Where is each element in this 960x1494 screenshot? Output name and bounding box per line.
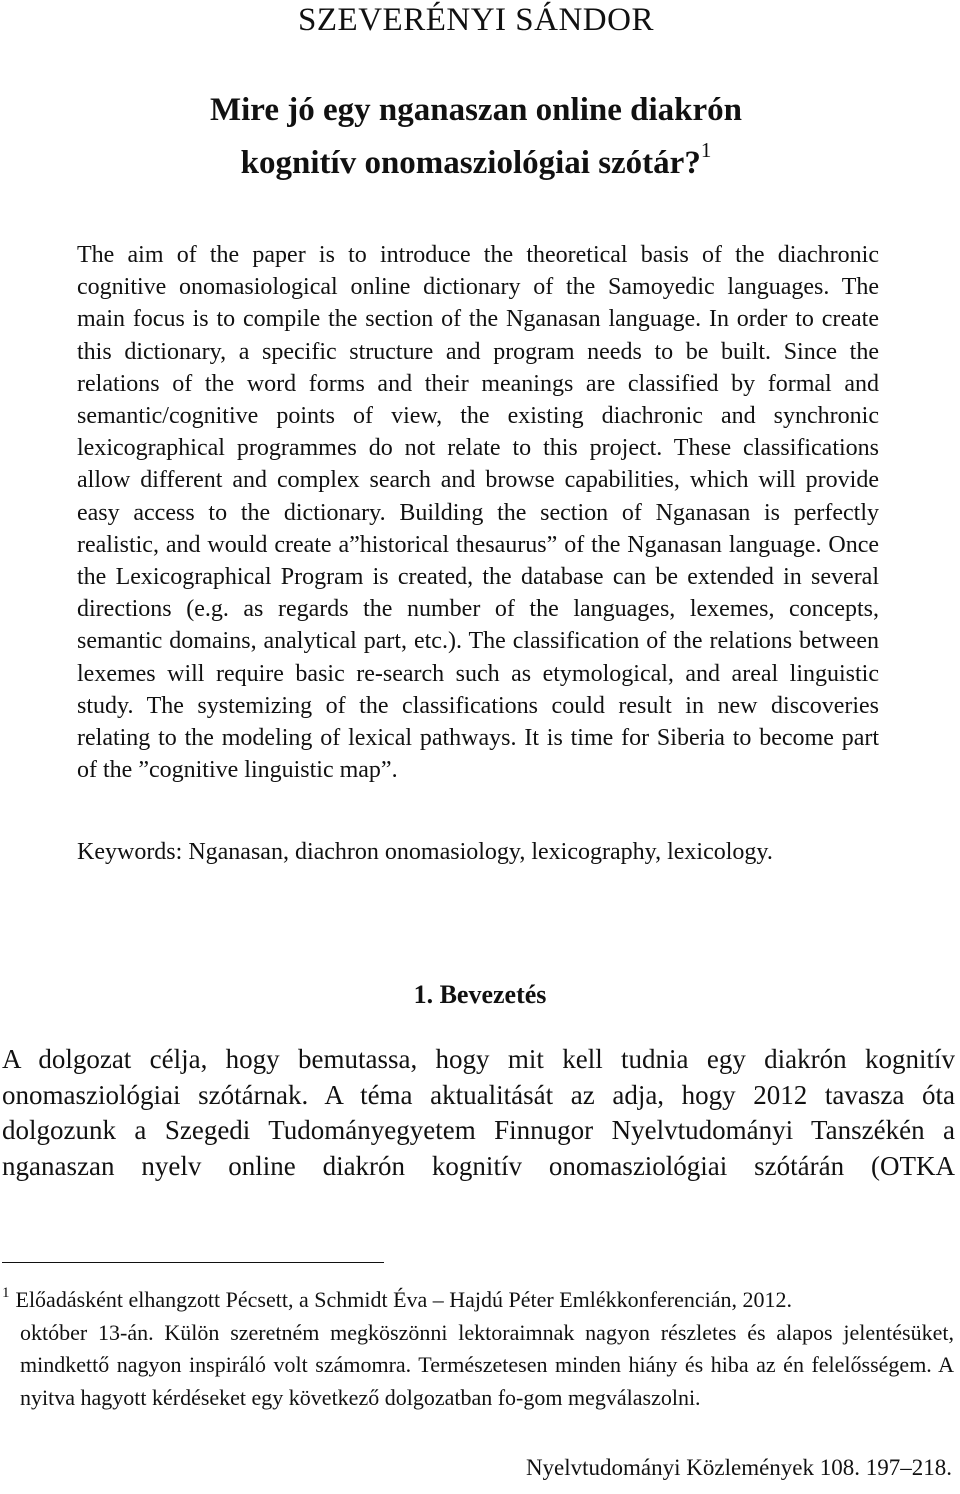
journal-reference: Nyelvtudományi Közlemények 108. 197–218.: [525, 1455, 952, 1480]
keywords: Keywords: Nganasan, diachron onomasiology, lexicography, lexicology.: [77, 839, 773, 865]
footnote-first-line-text: Előadásként elhangzott Pécsett, a Schmidt Éva – Hajdú Péter Emlékkonferencián, 2012.: [15, 1287, 792, 1313]
section-body-text: A dolgozat célja, hogy bemutassa, hogy mit kell tudnia egy diakrón kognitív onomasziológiai szótárnak. A téma aktualitását az adja, hogy 2012 tavasza óta dolgozunk a Szegedi Tudományegyetem Finnugor Nyelvtudományi Tanszékén a nganaszan nyelv online diakrón kognitív onomasziológiai szótárán (OTKA: [2, 1044, 955, 1181]
footnote-first-line: [2, 1287, 792, 1312]
paper-title-line-1: Mire jó egy nganaszan online diakrón: [209, 92, 742, 128]
paper-title: [0, 88, 952, 185]
footnote: [2, 1279, 954, 1414]
section-heading: 1. Bevezetés: [413, 980, 547, 1009]
title-footnote-marker[interactable]: 1: [700, 138, 712, 162]
paper-title-line-2-text: kognitív onomasziológiai szótár?: [240, 145, 701, 181]
footnote-number: 1: [2, 1285, 10, 1301]
author-name: SZEVERÉNYI SÁNDOR: [298, 2, 654, 38]
footnote-continuation: október 13-án. Külön szeretném megköszönni lektoraimnak nagyon részletes és alapos jelentésüket, mindkettő nagyon inspiráló volt számomra. Természetesen minden hiány és hiba az én felelősségem. A nyitva hagyott kérdéseket egy következő dolgozatban fo-gom megválaszolni.: [20, 1319, 954, 1410]
abstract: The aim of the paper is to introduce the theoretical basis of the diachronic cognitive onomasiological online dictionary of the Samoyedic languages. The main focus is to compile the section of the Nganasan language. In order to create this dictionary, a specific structure and program needs to be built. Since the relations of the word forms and their meanings are classified by formal and semantic/cognitive points of view, the existing diachronic and synchronic lexicographical programmes do not relate to this project. These classifications allow different and complex search and browse capabilities, which will provide easy access to the dictionary. Building the section of Nganasan is perfectly realistic, and would create a”historical thesaurus” of the Nganasan language. Once the Lexicographical Program is created, the database can be extended in several directions (e.g. as regards the number of the languages, lexemes, concepts, semantic domains, analytical part, etc.). The classification of the relations between lexemes will require basic re-search such as etymological, and areal linguistic study. The systemizing of the classifications could result in new discoveries relating to the modeling of lexical pathways. It is time for Siberia to become part of the ”cognitive linguistic map”.: [77, 242, 879, 784]
paper-title-line-2: [0, 132, 952, 185]
footnote-divider: [2, 1262, 384, 1263]
